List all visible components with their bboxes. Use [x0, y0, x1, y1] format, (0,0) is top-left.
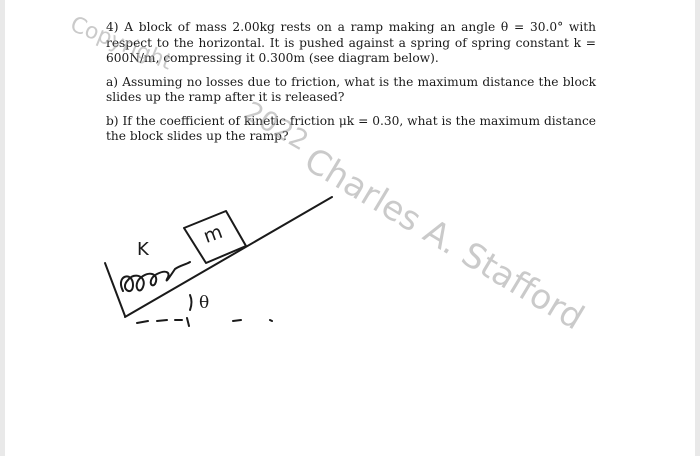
left-edge-shadow — [0, 0, 5, 456]
problem-intro: 4) A block of mass 2.00kg rests on a ramp making an angle θ = 30.0° with respect to the horizontal. It is pushed against a spring of spring constant k = 600N/m, compressing it 0.300m (see diagram below). — [106, 20, 596, 65]
problem-part-b: b) If the coefficient of kinetic friction μk = 0.30, what is the maximum distance the block slides up the ramp? — [106, 113, 596, 143]
horizontal-dashes — [137, 318, 272, 326]
block-label: m — [200, 220, 226, 248]
angle-arc — [190, 295, 192, 310]
spring-label: K — [137, 239, 149, 260]
problem-part-a: a) Assuming no losses due to friction, what is the maximum distance the block slides up the ramp after it is released? — [106, 74, 596, 104]
watermark-year: 2022 — [238, 96, 314, 158]
angle-label: θ — [199, 293, 210, 313]
problem-text — [106, 20, 596, 153]
watermark-copyright: Copyright — [66, 12, 176, 76]
ramp-diagram — [95, 185, 345, 335]
right-edge-shadow — [695, 0, 700, 456]
watermark-author: Charles A. Stafford — [297, 140, 591, 339]
spring-coil — [121, 262, 190, 291]
